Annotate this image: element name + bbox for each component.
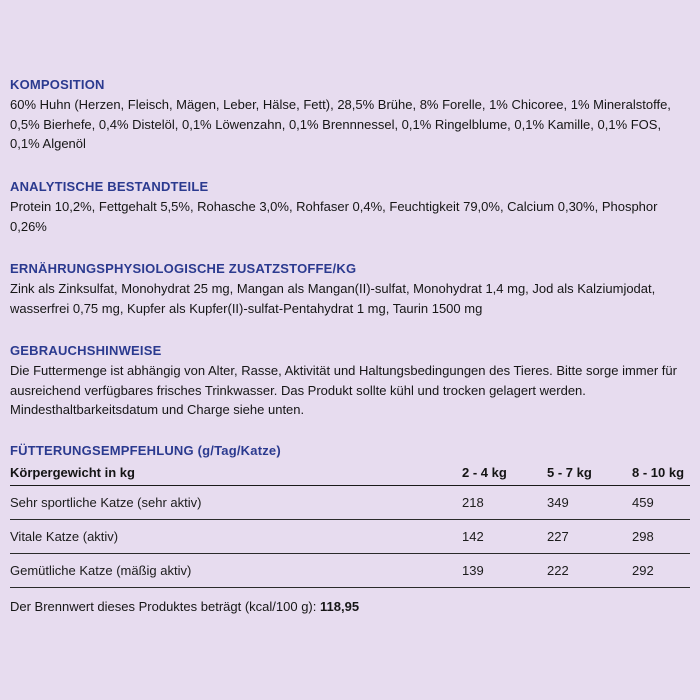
table-cell: 142: [462, 520, 547, 554]
usage-section: [10, 342, 690, 420]
energy-label: Der Brennwert dieses Produktes beträgt (kcal/100 g):: [10, 599, 317, 614]
table-row: [10, 486, 690, 520]
section-heading: ANALYTISCHE BESTANDTEILE: [10, 179, 209, 194]
table-row: [10, 520, 690, 554]
section-heading: GEBRAUCHSHINWEISE: [10, 343, 162, 358]
energy-value: 118,95: [320, 599, 360, 614]
table-cell: 292: [632, 554, 690, 588]
feeding-heading: FÜTTERUNGSEMPFEHLUNG (g/Tag/Katze): [10, 443, 281, 458]
section-text: Protein 10,2%, Fettgehalt 5,5%, Rohasche 3,0%, Rohfaser 0,4%, Feuchtigkeit 79,0%, Calcium 0,30%, Phosphor 0,26%: [10, 199, 658, 234]
table-row: [10, 554, 690, 588]
table-cell: 227: [547, 520, 632, 554]
table-cell: Gemütliche Katze (mäßig aktiv): [10, 554, 462, 588]
table-cell: 139: [462, 554, 547, 588]
section-heading: KOMPOSITION: [10, 77, 105, 92]
column-header: 8 - 10 kg: [632, 459, 690, 486]
column-header: Körpergewicht in kg: [10, 459, 462, 486]
section-text: 60% Huhn (Herzen, Fleisch, Mägen, Leber, Hälse, Fett), 28,5% Brühe, 8% Forelle, 1% Chicoree, 1% Mineralstoffe, 0,5% Bierhefe, 0,4% Distelöl, 0,1% Löwenzahn, 0,1% Brennnessel, 0,1% Ringelblume, 0,1% Kamille, 0,1% FOS, 0,1% Algenöl: [10, 97, 671, 151]
table-cell: Sehr sportliche Katze (sehr aktiv): [10, 486, 462, 520]
additives-section: [10, 260, 690, 318]
table-header-row: [10, 459, 690, 486]
table-cell: 459: [632, 486, 690, 520]
table-cell: Vitale Katze (aktiv): [10, 520, 462, 554]
table-cell: 222: [547, 554, 632, 588]
column-header: 2 - 4 kg: [462, 459, 547, 486]
feeding-section: [10, 442, 690, 588]
table-cell: 218: [462, 486, 547, 520]
section-text: Zink als Zinksulfat, Monohydrat 25 mg, Mangan als Mangan(II)-sulfat, Monohydrat 1,4 mg, Jod als Kalziumjodat, wasserfrei 0,75 mg, Kupfer als Kupfer(II)-sulfat-Pentahydrat 1 mg, Taurin 1500 mg: [10, 281, 656, 316]
composition-section: [10, 76, 690, 154]
column-header: 5 - 7 kg: [547, 459, 632, 486]
table-cell: 298: [632, 520, 690, 554]
section-text: Die Futtermenge ist abhängig von Alter, Rasse, Aktivität und Haltungsbedingungen des Tieres. Bitte sorge immer für ausreichend verfügbares frisches Trinkwasser. Das Produkt sollte kühl und trocken gelagert werden. Mindesthaltbarkeitsdatum und Charge siehe unten.: [10, 363, 677, 417]
table-cell: 349: [547, 486, 632, 520]
energy-statement: [10, 599, 690, 614]
analytical-section: [10, 178, 690, 236]
section-heading: ERNÄHRUNGSPHYSIOLOGISCHE ZUSATZSTOFFE/KG: [10, 261, 357, 276]
feeding-table: [10, 459, 690, 588]
